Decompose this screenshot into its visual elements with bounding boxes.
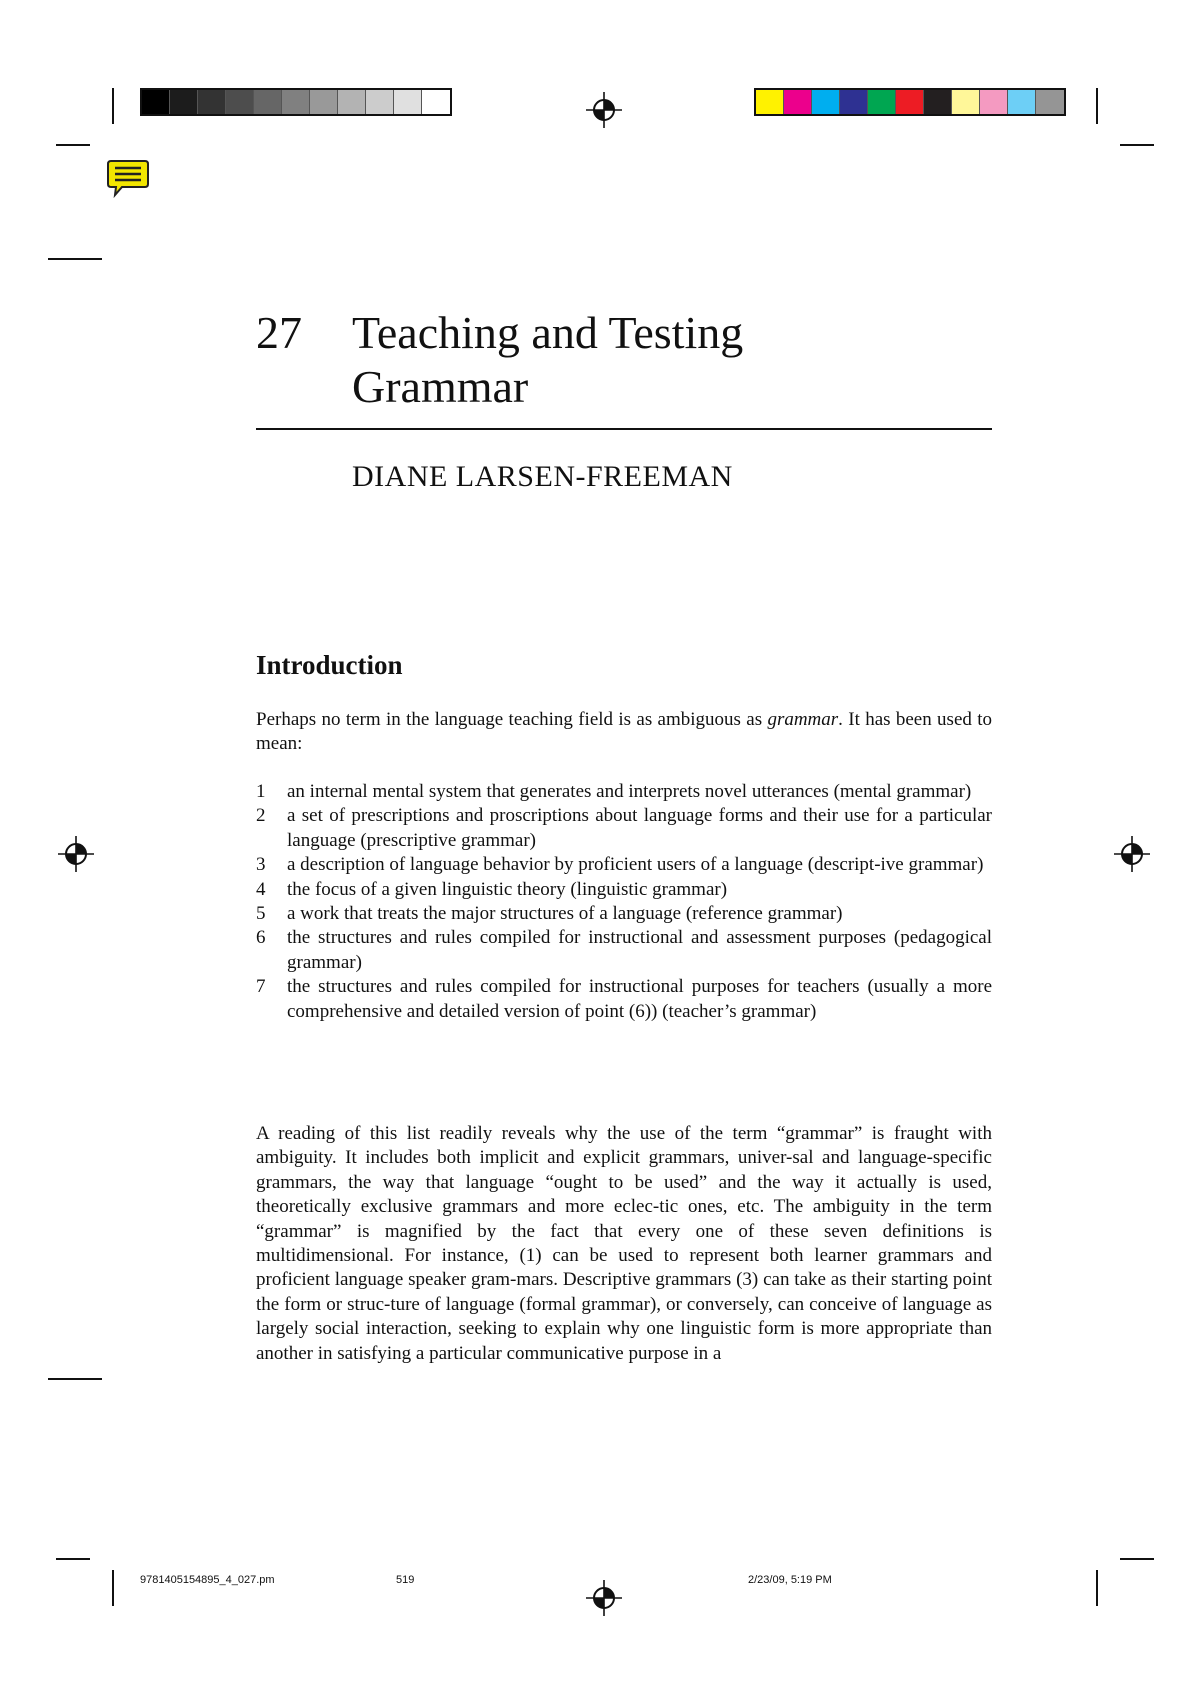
color-swatch xyxy=(1036,90,1064,114)
color-swatch xyxy=(980,90,1008,114)
body-paragraph: A reading of this list readily reveals why the use of the term “grammar” is fraught with ambiguity. It includes both implicit and explicit grammars, univer-sal and language-specific grammars, the way that language “ought to be used” and the way it actually is used, theoretically exclusive grammars and more eclec-tic ones, etc. The ambiguity in the term “grammar” is magnified by the fact that every one of these seven definitions is multidimensional. For instance, (1) can be used to represent both learner grammars and proficient language speaker gram-mars. Descriptive grammars (3) can take as their starting point the form or struc-ture of language (formal grammar), or conversely, can conceive of language as largely social interaction, seeking to explain why one linguistic form is more appropriate than another in satisfying a particular communicative purpose in a xyxy=(256,1123,992,1364)
crop-mark-top-left-horizontal xyxy=(56,144,90,146)
list-item-number: 5 xyxy=(256,903,266,925)
gray-swatch xyxy=(142,90,170,114)
gray-swatch xyxy=(366,90,394,114)
list-item-number: 1 xyxy=(256,781,266,802)
crop-mark-bottom-left-horizontal xyxy=(56,1558,90,1560)
list-item-number: 3 xyxy=(256,854,266,876)
list-item-number: 4 xyxy=(256,878,266,900)
crop-mark-bottom-right-vertical xyxy=(1096,1570,1098,1606)
color-calibration-bar xyxy=(754,88,1066,116)
color-swatch xyxy=(784,90,812,114)
gray-swatch xyxy=(282,90,310,114)
crop-mark-top-right-vertical xyxy=(1096,88,1098,124)
list-item xyxy=(256,804,992,853)
list-item-text: a work that treats the major structures of a language (reference grammar) xyxy=(287,903,843,925)
color-swatch xyxy=(812,90,840,114)
trim-mark-left-upper xyxy=(48,258,102,260)
registration-mark-top-icon xyxy=(586,92,622,128)
crop-mark-top-right-horizontal xyxy=(1120,144,1154,146)
list-item-number: 6 xyxy=(256,927,266,949)
list-item xyxy=(256,975,992,1024)
list-item-number: 7 xyxy=(256,976,266,998)
list-item-text: the structures and rules compiled for instructional and assessment purposes (pedagogical grammar) xyxy=(287,927,992,973)
color-swatch xyxy=(924,90,952,114)
crop-mark-bottom-left-vertical xyxy=(112,1570,114,1606)
definitions-list xyxy=(256,780,992,1024)
trim-mark-left-lower xyxy=(48,1378,102,1380)
color-swatch xyxy=(868,90,896,114)
list-item xyxy=(256,780,992,804)
gray-swatch xyxy=(198,90,226,114)
footer-file-name: 9781405154895_4_027.pm xyxy=(140,1574,275,1586)
gray-swatch xyxy=(422,90,450,114)
list-item xyxy=(256,926,992,975)
footer-page-number: 519 xyxy=(396,1574,415,1586)
list-item-text: a description of language behavior by proficient users of a language (descript-ive grammar) xyxy=(287,854,984,876)
comment-note-icon[interactable] xyxy=(106,158,150,198)
list-item xyxy=(256,853,992,877)
color-swatch xyxy=(896,90,924,114)
title-rule xyxy=(256,428,992,430)
color-swatch xyxy=(952,90,980,114)
list-item-text: the structures and rules compiled for instructional purposes for teachers (usually a more comprehensive and detailed version of point (6)) (teacher’s grammar) xyxy=(287,976,992,1022)
intro-text-start: Perhaps no term in the language teaching field is as ambiguous as xyxy=(256,709,768,730)
gray-swatch xyxy=(394,90,422,114)
chapter-author: DIANE LARSEN-FREEMAN xyxy=(352,460,733,493)
crop-mark-bottom-right-horizontal xyxy=(1120,1558,1154,1560)
registration-mark-bottom-icon xyxy=(586,1580,622,1616)
list-item xyxy=(256,902,992,926)
color-swatch xyxy=(756,90,784,114)
intro-emphasis: grammar xyxy=(767,709,839,730)
list-item-text: the focus of a given linguistic theory (linguistic grammar) xyxy=(287,878,728,900)
gray-swatch xyxy=(310,90,338,114)
grayscale-calibration-bar xyxy=(140,88,452,116)
list-item-number: 2 xyxy=(256,805,266,827)
section-heading: Introduction xyxy=(256,650,403,680)
gray-swatch xyxy=(254,90,282,114)
intro-text-end: . It has been used to mean: xyxy=(256,709,992,755)
intro-paragraph xyxy=(256,708,992,757)
chapter-title-line-2: Grammar xyxy=(352,361,529,412)
chapter-number: 27 xyxy=(256,307,302,358)
gray-swatch xyxy=(226,90,254,114)
chapter-title-line-1: Teaching and Testing xyxy=(352,307,744,358)
registration-mark-left-icon xyxy=(58,836,94,872)
list-item-text: an internal mental system that generates and interprets novel utterances (mental grammar) xyxy=(287,781,972,802)
color-swatch xyxy=(1008,90,1036,114)
gray-swatch xyxy=(338,90,366,114)
chapter-title xyxy=(352,306,992,414)
gray-swatch xyxy=(170,90,198,114)
footer-date: 2/23/09, 5:19 PM xyxy=(748,1574,832,1586)
list-item-text: a set of prescriptions and proscriptions about language forms and their use for a particular language (prescriptive grammar) xyxy=(287,805,992,851)
registration-mark-right-icon xyxy=(1114,836,1150,872)
color-swatch xyxy=(840,90,868,114)
list-item xyxy=(256,878,992,902)
crop-mark-top-left-vertical xyxy=(112,88,114,124)
